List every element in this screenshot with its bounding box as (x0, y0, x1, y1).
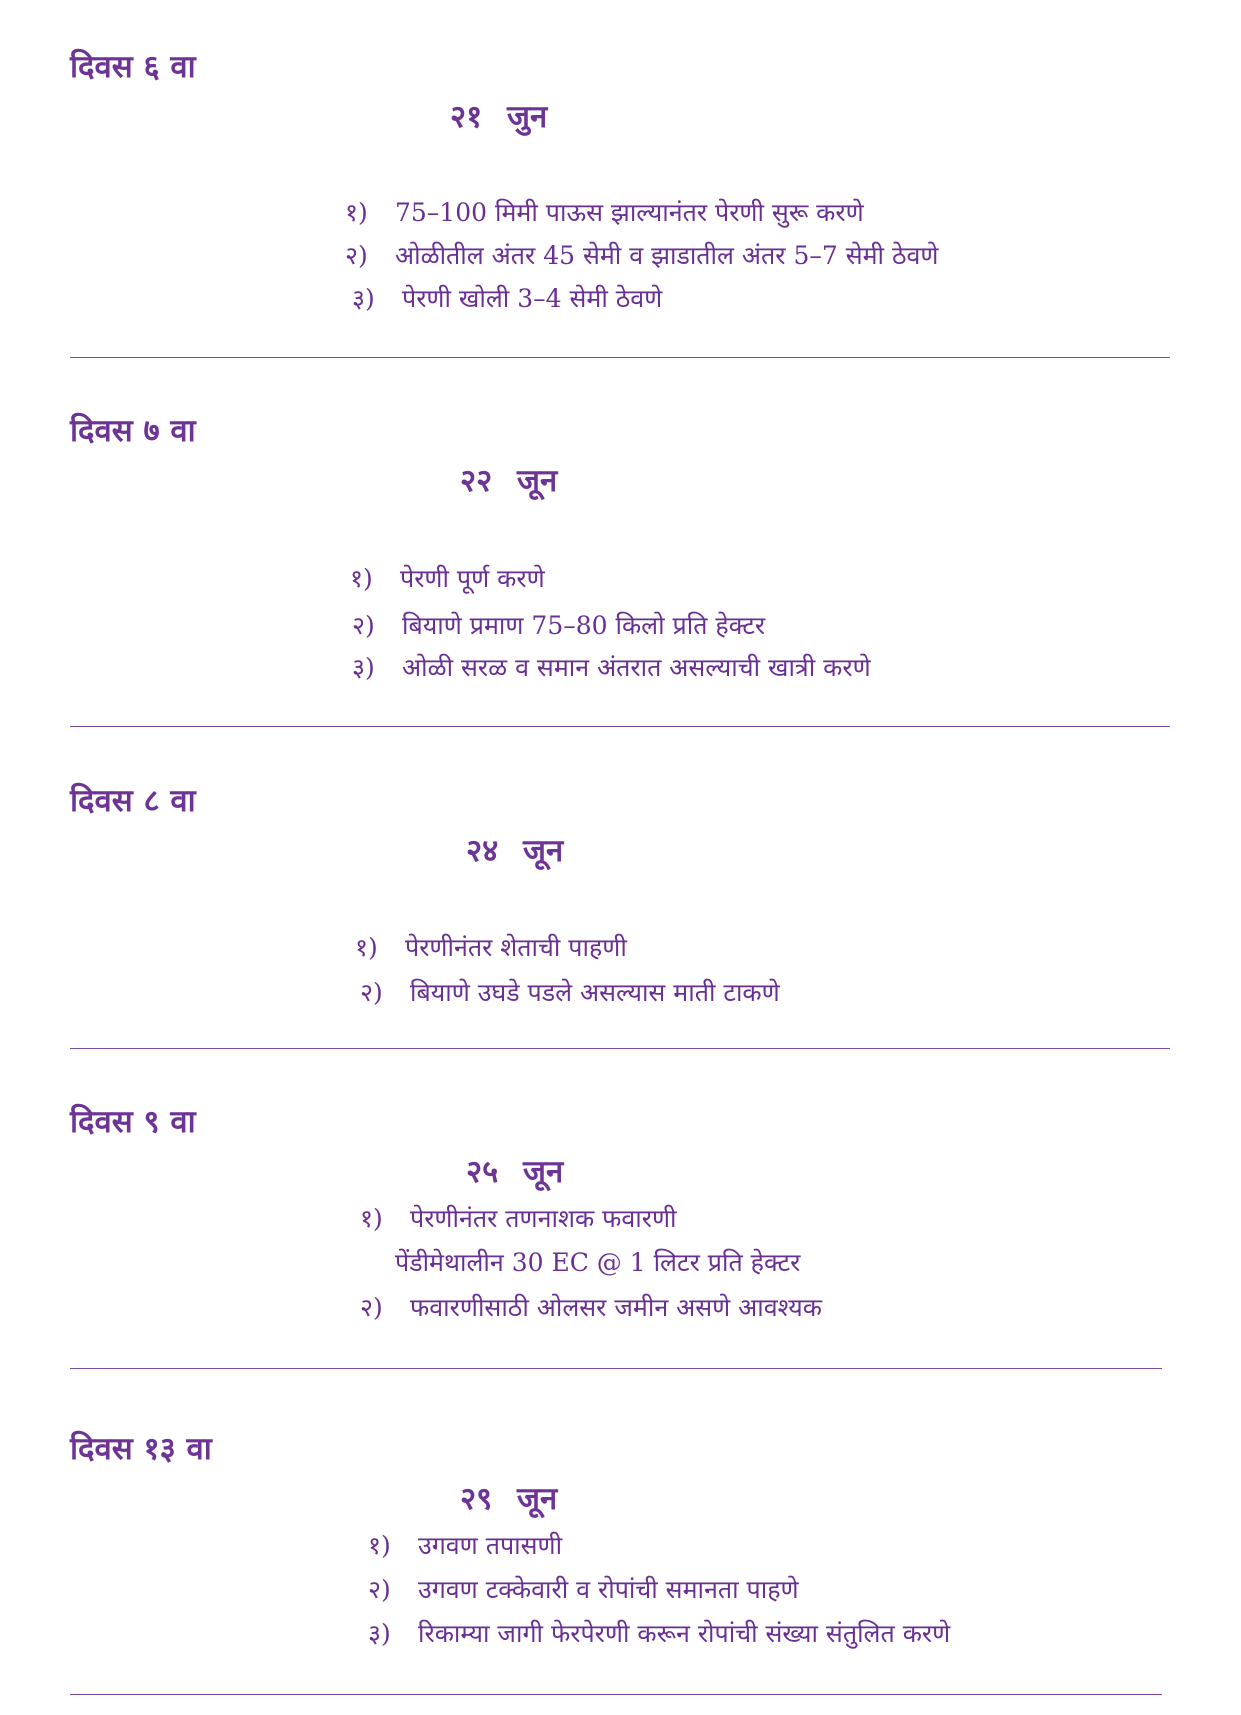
task-item (360, 1201, 677, 1235)
task-item (360, 975, 780, 1009)
task-text: पेरणीनंतर तणनाशक फवारणी (410, 1204, 677, 1233)
task-item (345, 238, 938, 272)
task-item (368, 1572, 799, 1606)
date-heading: २९ जून (460, 1481, 558, 1517)
task-text: रिकाम्या जागी फेरपेरणी करून रोपांची संख्या संतुलित करणे (418, 1619, 951, 1648)
task-number: २) (368, 1575, 391, 1604)
section-divider (70, 1694, 1162, 1695)
task-text: बियाणे प्रमाण 75–80 किलो प्रति हेक्टर (402, 611, 766, 640)
day-heading: दिवस ८ वा (70, 783, 196, 819)
task-text: पेंडीमेथालीन 30 EC @ 1 लिटर प्रति हेक्टर (395, 1248, 801, 1277)
task-text: ओळी सरळ व समान अंतरात असल्याची खात्री करणे (402, 653, 871, 682)
task-text: 75–100 मिमी पाऊस झाल्यानंतर पेरणी सुरू करणे (395, 198, 864, 227)
date-heading: २५ जून (466, 1154, 564, 1190)
task-item (352, 650, 871, 684)
task-text: उगवण तपासणी (418, 1531, 563, 1560)
section-divider (70, 1048, 1170, 1049)
task-number: १) (355, 933, 378, 962)
task-item (352, 281, 662, 315)
task-text: ओळीतील अंतर 45 सेमी व झाडातील अंतर 5–7 सेमी ठेवणे (395, 241, 939, 270)
task-item (355, 930, 627, 964)
task-text: पेरणीनंतर शेताची पाहणी (405, 933, 627, 962)
task-item (368, 1616, 950, 1650)
task-number: ३) (352, 653, 375, 682)
task-item (360, 1290, 822, 1324)
task-number: २) (360, 978, 383, 1007)
section-divider (70, 1368, 1162, 1369)
task-item (345, 1245, 800, 1279)
section-divider (70, 726, 1170, 727)
task-number: २) (352, 611, 375, 640)
task-number: १) (368, 1531, 391, 1560)
section-divider (70, 357, 1170, 358)
task-number: ३) (352, 284, 375, 313)
task-item (352, 608, 765, 642)
task-item (368, 1528, 562, 1562)
date-heading: २४ जून (466, 833, 564, 869)
task-text: पेरणी पूर्ण करणे (400, 564, 545, 593)
day-heading: दिवस १३ वा (70, 1431, 212, 1467)
day-heading: दिवस ६ वा (70, 49, 196, 85)
date-heading: २२ जून (460, 463, 558, 499)
task-number: १) (360, 1204, 383, 1233)
task-number: १) (350, 564, 373, 593)
task-number: १) (345, 198, 368, 227)
date-heading: २१ जुन (450, 99, 548, 135)
task-item (350, 561, 545, 595)
task-text: उगवण टक्केवारी व रोपांची समानता पाहणे (418, 1575, 799, 1604)
task-number: ३) (368, 1619, 391, 1648)
task-number: २) (345, 241, 368, 270)
task-number: २) (360, 1293, 383, 1322)
day-heading: दिवस ९ वा (70, 1104, 196, 1140)
day-heading: दिवस ७ वा (70, 413, 196, 449)
task-text: बियाणे उघडे पडले असल्यास माती टाकणे (410, 978, 780, 1007)
task-text: फवारणीसाठी ओलसर जमीन असणे आवश्यक (410, 1293, 822, 1322)
task-text: पेरणी खोली 3–4 सेमी ठेवणे (402, 284, 663, 313)
task-item (345, 195, 864, 229)
